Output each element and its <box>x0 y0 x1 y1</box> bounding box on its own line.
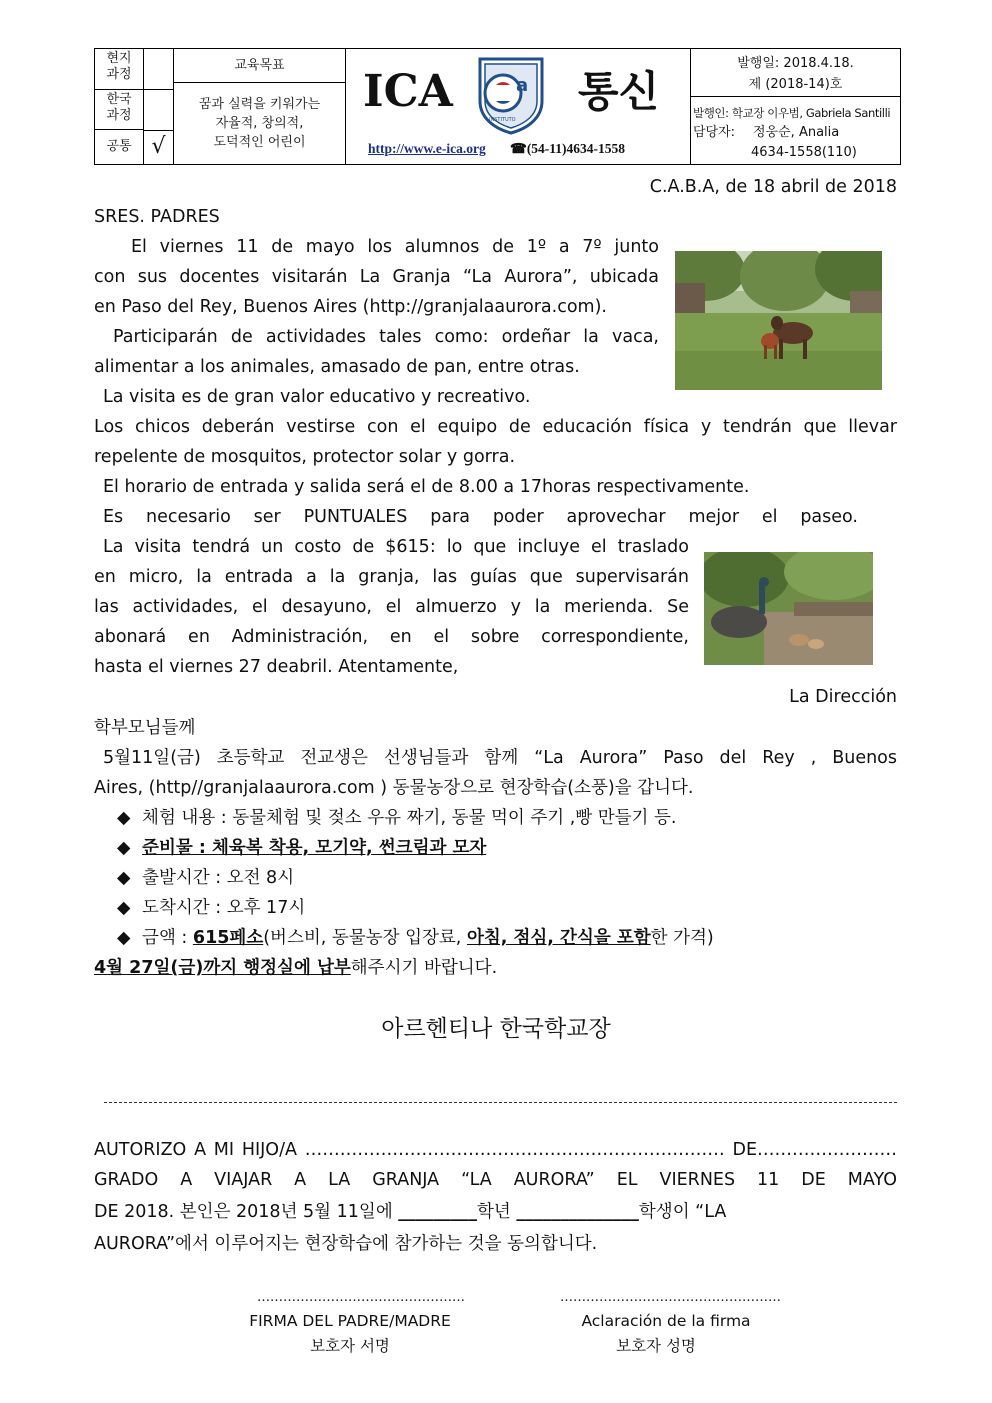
name-clarification-label-ko: 보호자 성명 <box>616 1337 696 1355</box>
diamond-bullet-icon: ◆ <box>117 898 131 918</box>
diamond-bullet-icon: ◆ <box>117 808 131 828</box>
goal-title: 교육목표 <box>234 58 285 73</box>
school-phone: ☎(54-11)4634-1558 <box>510 141 626 156</box>
letter-paragraph-3: La visita es de gran valor educativo y recreativo. <box>103 387 531 407</box>
farm-birds-photo <box>704 552 873 665</box>
track-label-column <box>95 49 144 164</box>
parent-signature-line[interactable]: ………………………………………… <box>257 1290 465 1305</box>
letter-paragraph-2-line-1: Participarán de actividades tales como: ordeñar la vaca, <box>113 327 659 347</box>
item-text: 출발시간 : 오전 8시 <box>142 868 295 888</box>
korean-item-arrival <box>117 893 305 923</box>
item-text: 준비물 : 체육복 착용, 모기약, 썬크림과 모자 <box>142 838 487 858</box>
diamond-bullet-icon: ◆ <box>117 928 131 948</box>
korean-item-supplies <box>117 833 486 863</box>
letter-paragraph-7-line-2: en micro, la entrada a la granja, las guías que supervisarán <box>94 567 689 587</box>
letter-paragraph-5: El horario de entrada y salida será el de 8.00 a 17horas respectivamente. <box>103 477 750 497</box>
letter-salutation: SRES. PADRES <box>94 207 220 227</box>
letter-paragraph-7-line-1: La visita tendrá un costo de $615: lo que incluye el traslado <box>103 537 689 557</box>
korean-intro-line-1: 5월11일(금) 초등학교 전교생은 선생님들과 함께 “La Aurora” Paso del Rey , Buenos <box>103 748 897 768</box>
letter-paragraph-2-line-2: alimentar a los animales, amasado de pan, entre otras. <box>94 357 580 377</box>
grade-label: 학년 <box>477 1202 517 1222</box>
goal-text: 꿈과 실력을 키워가는 자율적, 창의적, 도덕적인 어린이 <box>198 97 321 150</box>
issue-date: 발행일: 2018.4.18. <box>737 56 854 71</box>
letter-paragraph-7-line-3: las actividades, el desayuno, el almuerzo y la merienda. Se <box>94 597 689 617</box>
name-clarification-label: Aclaración de la firma <box>581 1312 751 1330</box>
name-clarification-line[interactable]: …………………………………………… <box>560 1290 781 1305</box>
principal-signature: 아르헨티나 한국학교장 <box>381 1016 611 1042</box>
parent-signature-label-ko: 보호자 서명 <box>310 1337 390 1355</box>
letter-paragraph-4-line-2: repelente de mosquitos, protector solar y gorra. <box>94 447 516 467</box>
masthead-ica-text: ICA <box>363 66 453 117</box>
korean-due-notice <box>94 953 497 983</box>
korean-item-cost <box>117 923 714 953</box>
letter-paragraph-6: Es necesario ser PUNTUALES para poder aprovechar mejor el paseo. <box>103 507 858 527</box>
track-check-column <box>144 49 174 164</box>
letter-paragraph-1-line-3: en Paso del Rey, Buenos Aires (http://granjalaaurora.com). <box>94 297 607 317</box>
letter-paragraph-7-line-5: hasta el viernes 27 deabril. Atentamente, <box>94 657 459 677</box>
check-mark-icon: √ <box>151 134 166 159</box>
newsletter-header <box>94 48 901 165</box>
contact-phone: 4634-1558(110) <box>751 145 857 160</box>
korean-item-departure <box>117 863 294 893</box>
education-goal <box>174 49 346 164</box>
contact-label: 담당자: <box>693 125 736 140</box>
grade-blank[interactable]: _________ <box>398 1202 478 1222</box>
korean-item-activities <box>117 803 676 833</box>
ica-seal-icon <box>474 55 548 135</box>
issue-info <box>691 49 900 164</box>
track-local-label: 현지 과정 <box>95 51 143 90</box>
due-date: 4월 27일(금)까지 행정실에 납부 <box>94 958 351 978</box>
cut-line <box>104 1102 897 1103</box>
letter-paragraph-1-line-2: con sus docentes visitarán La Granja “La Aurora”, ubicada <box>94 267 659 287</box>
item-text: 도착시간 : 오후 17시 <box>142 898 306 918</box>
cost-meals: 아침, 점심, 간식을 포함 <box>466 928 651 948</box>
track-common-label: 공통 <box>106 139 132 154</box>
form-line-4: AURORA”에서 이루어지는 현장학습에 참가하는 것을 동의합니다. <box>94 1234 598 1254</box>
letter-paragraph-7-line-4: abonará en Administración, en el sobre correspondiente, <box>94 627 689 647</box>
publisher: 발행인: 학교장 이우범, Gabriela Santilli <box>693 106 891 120</box>
form-date-text: DE 2018. 본인은 2018년 5월 11일에 <box>94 1202 399 1222</box>
issue-number: 제 (2018-14)호 <box>748 77 843 92</box>
form-line-3 <box>94 1197 897 1227</box>
cost-label: 금액 : <box>142 928 193 948</box>
parent-signature-label: FIRMA DEL PADRE/MADRE <box>249 1312 451 1330</box>
cost-amount: 615페소 <box>192 928 264 948</box>
farm-cows-photo <box>675 251 882 390</box>
letter-paragraph-4-line-1: Los chicos deberán vestirse con el equipo de educación física y tendrán que llevar <box>94 417 897 437</box>
form-line-1: AUTORIZO A MI HIJO/A ……………………………………………………………… DE…………………… <box>94 1140 897 1160</box>
item-text: 체험 내용 : 동물체험 및 젖소 우유 짜기, 동물 먹이 주기 ,빵 만들기 등. <box>142 808 677 828</box>
track-korean-label: 한국 과정 <box>95 90 143 130</box>
diamond-bullet-icon: ◆ <box>117 868 131 888</box>
student-label: 학생이 “LA <box>638 1202 727 1222</box>
masthead-title: 통신 <box>578 67 660 116</box>
student-name-blank[interactable]: ______________ <box>516 1202 639 1222</box>
school-website-link[interactable]: http://www.e-ica.org <box>368 141 486 156</box>
svg-text:a: a <box>516 75 529 96</box>
korean-intro-line-2: Aires, (http//granjalaaurora.com ) 동물농장으로 현장학습(소풍)을 갑니다. <box>94 778 694 798</box>
due-text: 해주시기 바랍니다. <box>350 958 498 978</box>
contact-name: 정웅순, Analia <box>753 125 840 140</box>
diamond-bullet-icon: ◆ <box>117 838 131 858</box>
cost-detail: (버스비, 동물농장 입장료, <box>263 928 467 948</box>
svg-text:INSTITUTO: INSTITUTO <box>489 117 516 123</box>
korean-salutation: 학부모님들께 <box>94 718 196 738</box>
cost-suffix: 한 가격) <box>650 928 714 948</box>
letter-paragraph-1-line-1: El viernes 11 de mayo los alumnos de 1º a 7º junto <box>131 237 659 257</box>
masthead <box>346 49 691 164</box>
letter-signoff: La Dirección <box>789 687 897 707</box>
form-line-2: GRADO A VIAJAR A LA GRANJA “LA AURORA” EL VIERNES 11 DE MAYO <box>94 1170 897 1190</box>
letter-date: C.A.B.A, de 18 abril de 2018 <box>649 177 897 197</box>
